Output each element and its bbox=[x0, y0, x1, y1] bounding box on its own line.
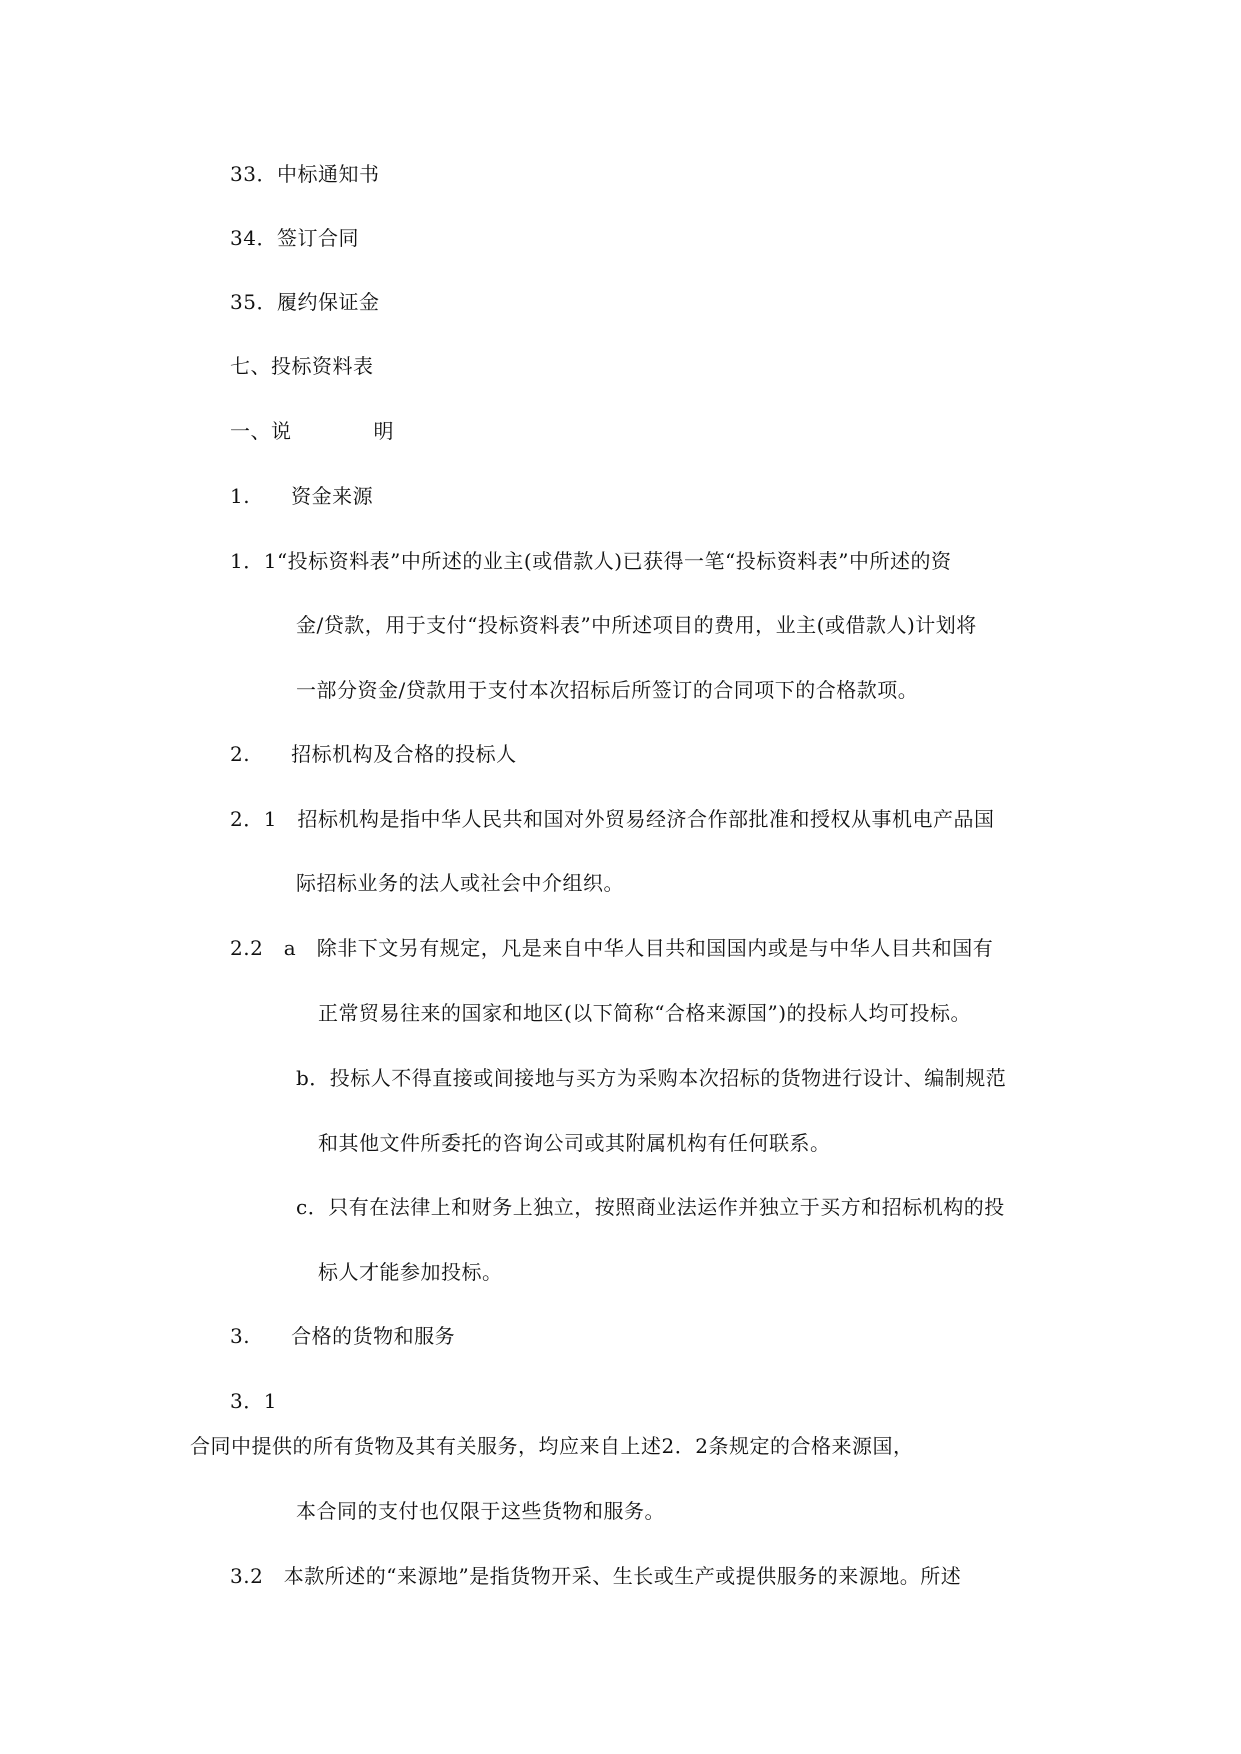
clause-2-2c-line-1: c．只有在法律上和财务上独立，按照商业法运作并独立于买方和招标机构的投 bbox=[296, 1195, 1005, 1219]
clause-2-2b-line-2: 和其他文件所委托的咨询公司或其附属机构有任何联系。 bbox=[318, 1131, 831, 1155]
clause-2-2b-line-1: b．投标人不得直接或间接地与买方为采购本次招标的货物进行设计、编制规范 bbox=[296, 1066, 1007, 1090]
section-heading-1: 一、说 明 bbox=[230, 419, 394, 443]
clause-3-1-number: 3．1 bbox=[230, 1389, 277, 1413]
clause-1-1-line-2: 金/贷款，用于支付“投标资料表”中所述项目的费用，业主(或借款人)计划将 bbox=[296, 613, 977, 637]
clause-2-heading: 2. 招标机构及合格的投标人 bbox=[230, 742, 517, 766]
toc-item-35: 35．履约保证金 bbox=[230, 290, 380, 314]
clause-2-1-line-2: 际招标业务的法人或社会中介组织。 bbox=[296, 871, 624, 895]
clause-2-2c-line-2: 标人才能参加投标。 bbox=[318, 1260, 503, 1284]
clause-1-heading: 1. 资金来源 bbox=[230, 484, 374, 508]
clause-1-1-line-1: 1．1“投标资料表”中所述的业主(或借款人)已获得一笔“投标资料表”中所述的资 bbox=[230, 549, 952, 573]
clause-2-2a-line-2: 正常贸易往来的国家和地区(以下简称“合格来源国”)的投标人均可投标。 bbox=[318, 1001, 972, 1025]
clause-1-1-line-3: 一部分资金/贷款用于支付本次招标后所签订的合同项下的合格款项。 bbox=[296, 678, 919, 702]
toc-item-34: 34．签订合同 bbox=[230, 226, 359, 250]
clause-3-1-line-1: 合同中提供的所有货物及其有关服务，均应来自上述2．2条规定的合格来源国， bbox=[190, 1434, 914, 1458]
clause-2-2a-line-1: 2.2 a 除非下文另有规定，凡是来自中华人目共和国国内或是与中华人目共和国有 bbox=[230, 936, 994, 960]
clause-3-2-line-1: 3.2 本款所述的“来源地”是指货物开采、生长或生产或提供服务的来源地。所述 bbox=[230, 1564, 962, 1588]
section-heading-7: 七、投标资料表 bbox=[230, 354, 374, 378]
clause-3-heading: 3. 合格的货物和服务 bbox=[230, 1324, 456, 1348]
toc-item-33: 33．中标通知书 bbox=[230, 162, 380, 186]
clause-3-1-line-2: 本合同的支付也仅限于这些货物和服务。 bbox=[296, 1499, 665, 1523]
clause-2-1-line-1: 2．1 招标机构是指中华人民共和国对外贸易经济合作部批准和授权从事机电产品国 bbox=[230, 807, 995, 831]
